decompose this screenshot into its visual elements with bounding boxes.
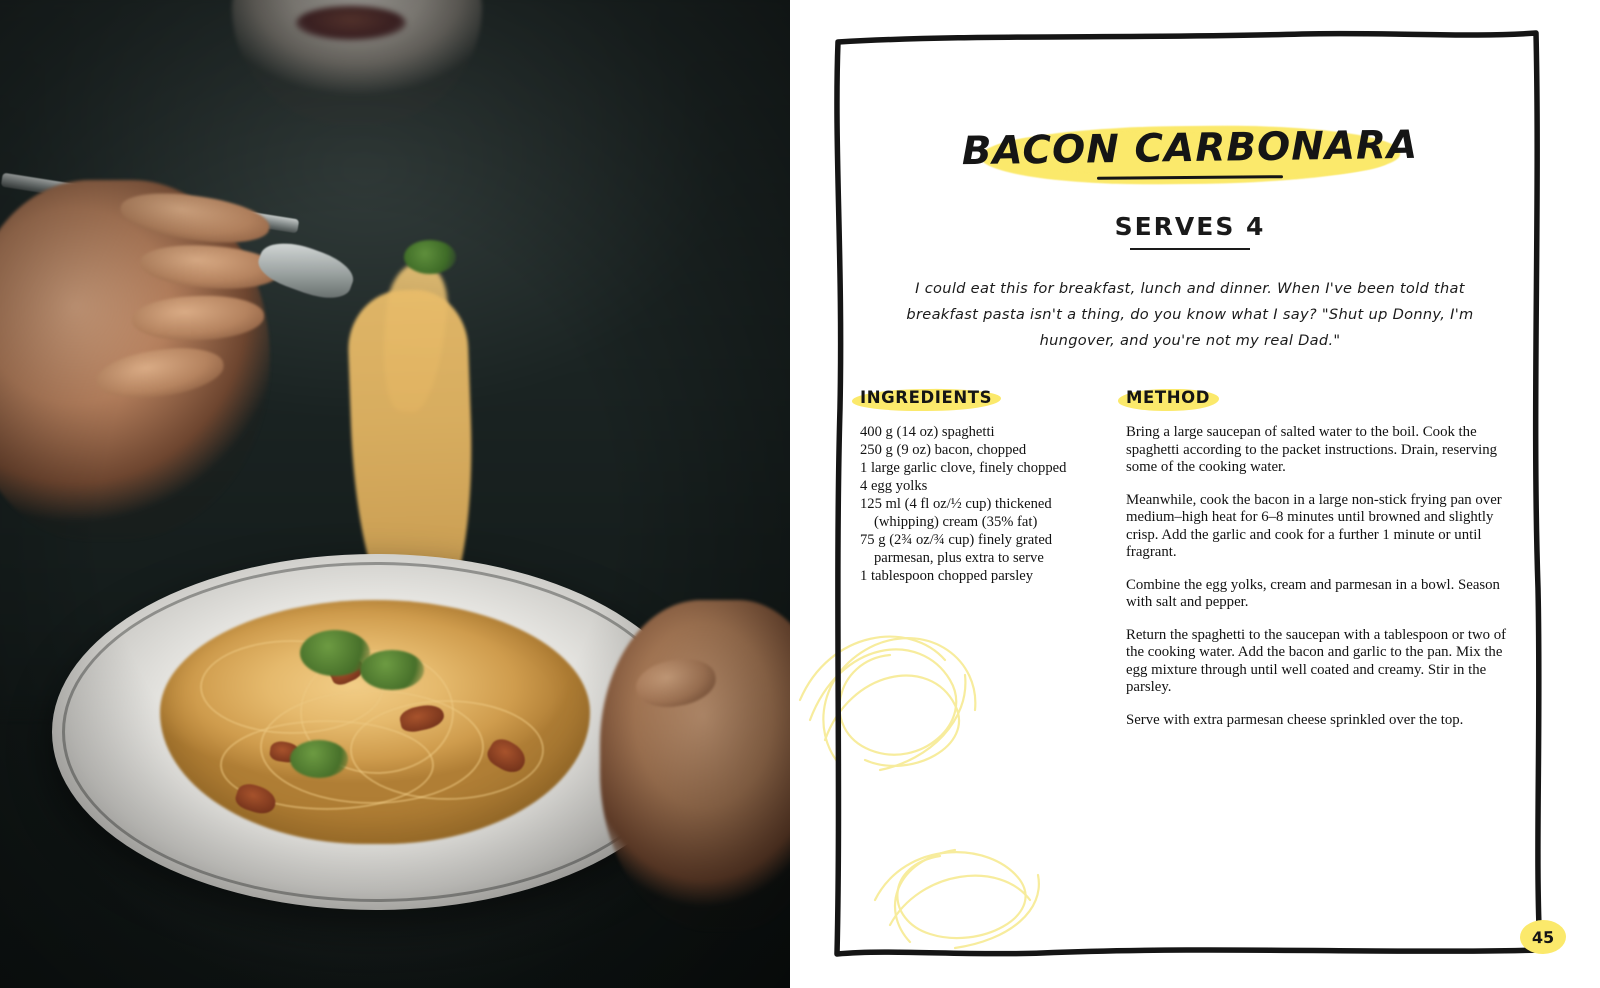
ingredient-text: 125 ml (4 fl oz/½ cup) thickened — [860, 496, 1052, 513]
list-item — [860, 460, 1098, 478]
food-photograph — [0, 0, 790, 988]
method-step: Combine the egg yolks, cream and parmesan in a bowl. Season with salt and pepper. — [1126, 576, 1500, 610]
recipe-content — [860, 60, 1520, 940]
method-heading-label: METHOD — [1126, 388, 1211, 407]
parsley-garnish-3 — [290, 740, 348, 778]
recipe-title-block — [860, 118, 1520, 190]
serves-label: SERVES 4 — [1114, 212, 1266, 241]
ingredient-text-continued: (whipping) cream (35% fat) — [874, 513, 1038, 530]
ingredient-text-continued: parmesan, plus extra to serve — [874, 549, 1044, 566]
ingredient-text: 4 egg yolks — [860, 478, 928, 495]
ingredient-text: 1 large garlic clove, finely chopped — [860, 460, 1067, 477]
recipe-columns — [860, 388, 1520, 744]
method-step: Bring a large saucepan of salted water to the boil. Cook the spaghetti according to the packet instructions. Drain, reserving some of the cooking water. — [1126, 424, 1498, 475]
list-item — [860, 442, 1098, 460]
ingredient-text: 1 tablespoon chopped parsley — [860, 567, 1034, 584]
recipe-page — [790, 0, 1600, 988]
list-item — [860, 532, 1098, 567]
recipe-intro: I could eat this for breakfast, lunch and dinner. When I've been told that breakfast pasta isn't a thing, do you know what I say? "Shut up Donny, I'm hungover, and you're not my real Dad." — [906, 280, 1474, 349]
parsley-garnish-2 — [360, 650, 424, 690]
list-item — [860, 424, 1098, 442]
method-column — [1126, 388, 1520, 744]
method-heading — [1126, 388, 1210, 408]
list-item — [860, 478, 1098, 496]
serves-underline — [1130, 248, 1250, 250]
list-item — [860, 496, 1098, 531]
ingredient-text: 75 g (2¾ oz/¾ cup) finely grated — [860, 532, 1053, 549]
list-item — [860, 568, 1098, 586]
page-title: BACON CARBONARA — [961, 122, 1419, 175]
ingredients-heading-label: INGREDIENTS — [860, 388, 993, 407]
method-step: Serve with extra parmesan cheese sprinkled over the top. — [1126, 711, 1464, 728]
ingredient-text: 400 g (14 oz) spaghetti — [860, 424, 995, 440]
method-step: Meanwhile, cook the bacon in a large non-stick frying pan over medium–high heat for 6–8 minutes until browned and slightly crisp. Add the garlic and cook for a further 1 minute or until fragrant. — [1126, 491, 1502, 560]
page-number: 45 — [1520, 920, 1567, 955]
method-step: Return the spaghetti to the saucepan with a tablespoon or two of the cooking water. Add the bacon and garlic to the pan. Mix the egg mixture through until well coated and creamy. Stir in the parsley. — [1126, 626, 1507, 695]
ingredients-heading — [860, 388, 992, 408]
method-steps — [1126, 424, 1520, 729]
ingredient-text: 250 g (9 oz) bacon, chopped — [860, 442, 1027, 459]
ingredients-list — [860, 424, 1098, 585]
mouth — [296, 6, 406, 40]
parsley-garnish-fork — [404, 240, 456, 274]
ingredients-column — [860, 388, 1098, 744]
serves-heading — [860, 212, 1520, 246]
